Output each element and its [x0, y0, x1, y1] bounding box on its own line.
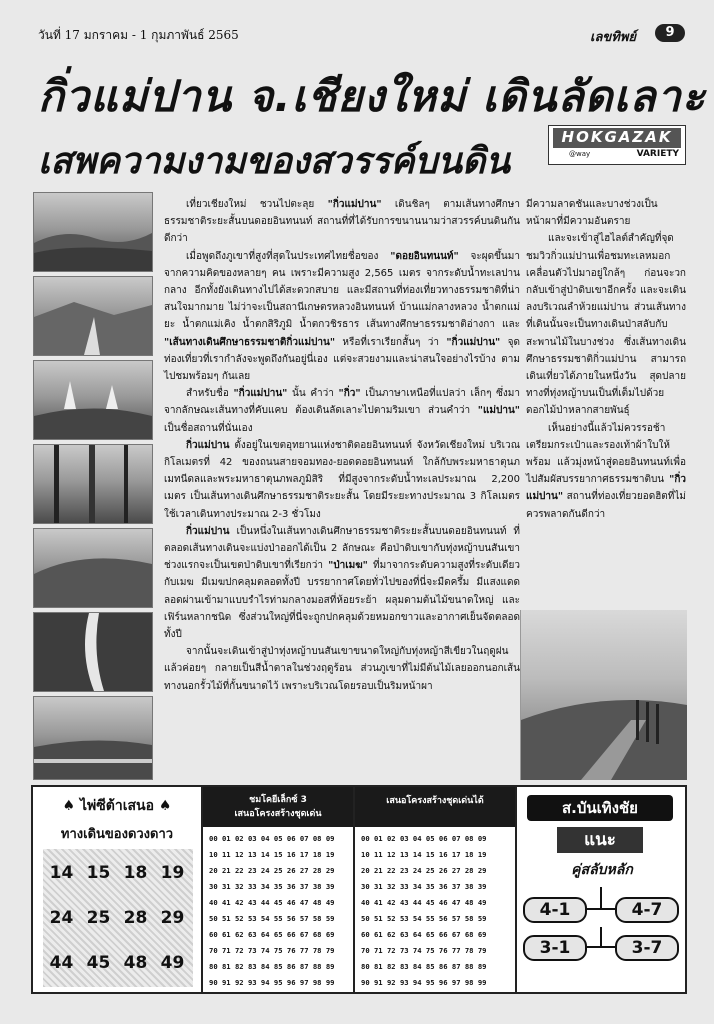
chart-row: 90 91 92 93 94 95 96 97 98 99	[209, 978, 335, 987]
photo-misty-hills	[33, 528, 153, 608]
magazine-name: เลขทิพย์	[590, 30, 637, 45]
pair-box-subtitle: แนะ	[557, 827, 643, 853]
lucky-number: 28	[123, 908, 148, 928]
photo-grassy-ridge	[33, 192, 153, 272]
chart-row: 10 11 12 13 14 15 16 17 18 19	[209, 850, 335, 859]
chart-row: 00 01 02 03 04 05 06 07 08 09	[209, 834, 335, 843]
lucky-box-title: ♠ ไพ่ซีต้าเสนอ ♠	[62, 798, 172, 814]
structure-chart-1	[203, 787, 355, 992]
chart-number-rows	[361, 831, 487, 991]
chart-header: เสนอโครงสร้างชุดเด่นได้	[355, 787, 515, 827]
structure-chart-2	[355, 787, 517, 992]
chart-row: 50 51 52 53 54 55 56 57 58 59	[209, 914, 335, 923]
paragraph: เมื่อพูดถึงภูเขาที่สูงที่สุดในประเทศไทยชื่อของ "ดอยอินทนนท์" จะผุดขึ้นมาจากความคิดของหลายๆ คน เพราะมีความสูง 2,565 เมตร จากระดับน้ำทะเลปานกลาง อีกทั้งยังเดินทางไปได้สะดวกสบาย และมีสถานที่ท่องเที่ยวทางธรรมชาติที่น่าสนใจมากมาย ไม่ว่าจะเป็นสถานีเกษตรหลวงอินทนนท์ บ้านแม่กลางหลวง น้ำตกแม่ยะ น้ำตกแม่เคิง น้ำตกสิริภูมิ น้ำตกวชิรธาร เส้นทางศึกษาธรรมชาติอ่างกา และ "เส้นทางเดินศึกษาธรรมชาติกิ่วแม่ปาน" หรือที่เราเรียกสั้นๆ ว่า "กิ่วแม่ปาน" จุดท่องเที่ยวที่เรากำลังจะพูดถึงกันอยู่นี่เอง แต่จะสวยงามและน่าสนใจอย่างไรบ้าง ตามไปชมพร้อมๆ กันเลย	[164, 250, 520, 383]
chart-row: 20 21 22 23 24 25 26 27 28 29	[361, 866, 487, 875]
logo-section: VARIETY	[636, 149, 679, 159]
chart-row: 40 41 42 43 44 45 46 47 48 49	[361, 898, 487, 907]
pair-badge: 4-7	[615, 897, 679, 923]
lucky-number: 19	[160, 863, 185, 883]
lucky-number: 48	[123, 953, 148, 973]
page-number: 9	[655, 24, 685, 42]
chart-row: 30 31 32 33 34 35 36 37 38 39	[361, 882, 487, 891]
logo-wordmark: HOKGAZAK	[553, 128, 681, 148]
chart-row: 70 71 72 73 74 75 76 77 78 79	[361, 946, 487, 955]
lucky-number: 24	[49, 908, 74, 928]
chart-row: 60 61 62 63 64 65 66 67 68 69	[209, 930, 335, 939]
lucky-number: 49	[160, 953, 185, 973]
paragraph: สำหรับชื่อ "กิ่วแม่ปาน" นั้น คำว่า "กิ่ว" เป็นภาษาเหนือที่แปลว่า เล็กๆ ซึ่งมาจากลักษณะเส้นทางที่คับแคบ ต้องเดินลัดเลาะไปตามริมเขา ส่วนคำว่า "แม่ปาน" เป็นชื่อสถานที่นั่นเอง	[164, 388, 520, 434]
chart-row: 00 01 02 03 04 05 06 07 08 09	[361, 834, 487, 843]
paragraph: กิ่วแม่ปาน เป็นหนึ่งในเส้นทางเดินศึกษาธรรมชาติระยะสั้นบนดอยอินทนนท์ ที่ตลอดเส้นทางเดินจะแบ่งป่าออกได้เป็น 2 ลักษณะ คือป่าดิบเขากับทุ่งหญ้าบนสันเขา ช่วงแรกจะเป็นเขตป่าดิบเขาที่เรียกว่า "ป่าเมฆ" ที่มาจากระดับความสูงที่ระดับเดียวกับเมฆ มีเมฆปกคลุมตลอดทั้งปี บรรยากาศโดยทั่วไปของที่นี่จะมืดครึ้ม มีแสงแดดลอดผ่านเข้ามาแบบรำไรท่ามกลางมอสที่ห้อยระย้า ผลุมดามต้นไม้ขนาดใหญ่ และเฟิร์นหลากชนิด ซึ่งส่วนใหญ่ที่นี่จะถูกปกคลุมด้วยหมอกขาวและอากาศเย็นจัดตลอดทั้งปี	[164, 525, 520, 641]
chart-header: ชมโคยีเล็กซ์ 3 เสนอโครงสร้างชุดเด่น	[203, 787, 353, 827]
pair-connector-lines	[519, 787, 683, 992]
photo-mountain-trail	[33, 276, 153, 356]
photo-waterfall	[33, 612, 153, 692]
lucky-number: 29	[160, 908, 185, 928]
chart-row: 80 81 82 83 84 85 86 87 88 89	[361, 962, 487, 971]
pair-box-title: ส.บันเทิงชัย	[527, 795, 673, 821]
lucky-number: 15	[86, 863, 111, 883]
paragraph: เห็นอย่างนี้แล้วไม่ควรรอช้า เตรียมกระเป๋าและรองเท้าผ้าใบให้พร้อม แล้วมุ่งหน้าสู่ดอยอินทนนท์เพื่อไปสัมผัสบรรยากาศธรรมชาติบน "กิ่วแม่ปาน" สถานที่ท่องเที่ยวยอดฮิตที่ไม่ควรพลาดกันดีกว่า	[526, 422, 686, 520]
headline-line2: เสพความงามของสวรรค์บนดิน	[38, 141, 510, 182]
photo-boardwalk	[33, 696, 153, 780]
lucky-number-grid	[43, 849, 193, 987]
issue-date: วันที่ 17 มกราคม - 1 กุมภาพันธ์ 2565	[38, 28, 239, 42]
logo-tagline: @way	[569, 150, 591, 158]
photo-hikers-walkway	[520, 610, 687, 780]
chart-row: 60 61 62 63 64 65 66 67 68 69	[361, 930, 487, 939]
paragraph: จากนั้นจะเดินเข้าสู่ป่าทุ่งหญ้าบนสันเขาขนาดใหญ่กับทุ่งหญ้าสีเขียวในฤดูฝนแล้วค่อยๆ กลายเป็นสีน้ำตาลในช่วงฤดูร้อน ส่วนภูเขาที่ไม่มีต้นไม้เลยออกนอกเส้นทางนอกรั้วไม้ที่กั้นขนาดไว้ เพราะบริเวณโดยรอบเป็นริมหน้าผา	[164, 646, 520, 692]
pair-badge: 4-1	[523, 897, 587, 923]
paragraph: มีความลาดชันและบางช่วงเป็นหน้าผาที่มีความอันตราย	[526, 199, 658, 228]
chart-row: 80 81 82 83 84 85 86 87 88 89	[209, 962, 335, 971]
paragraph: และจะเข้าสู่ไฮไลต์สำคัญที่จุดชมวิวกิ่วแม่ปานเพื่อชมทะเลหมอกเคลื่อนตัวไปมาอยู่ใกล้ๆ ก่อนจะวกกลับเข้าสู่ป่าดิบเขาอีกครั้ง และจะเดินลงบริเวณลำห้วยแม่ปาน ส่วนเส้นทางที่เดินนั้นจะเป็นทางเดินป่าสลับกับสะพานไม้ในบางช่วง ซึ่งเส้นทางเดินศึกษาธรรมชาติกิ่วแม่ปาน สามารถเดินเที่ยวได้ภายในหนึ่งวัน สุดปลายทางที่ทุ่งหญ้าบนเป็นที่เต็มไปด้วยดอกไม้ป่าหลากสายพันธุ์	[526, 233, 686, 417]
lucky-number: 45	[86, 953, 111, 973]
photo-pagodas	[33, 360, 153, 440]
chart-row: 30 31 32 33 34 35 36 37 38 39	[209, 882, 335, 891]
lottery-panels	[31, 785, 687, 994]
pair-badge: 3-7	[615, 935, 679, 961]
pair-suggestion-box	[519, 787, 683, 992]
chart-row: 90 91 92 93 94 95 96 97 98 99	[361, 978, 487, 987]
chart-row: 20 21 22 23 24 25 26 27 28 29	[209, 866, 335, 875]
chart-row: 50 51 52 53 54 55 56 57 58 59	[361, 914, 487, 923]
chart-number-rows	[209, 831, 335, 991]
column-logo	[548, 125, 686, 165]
headline-line1: กิ่วแม่ปาน จ.เชียงใหม่ เดินลัดเลาะ	[38, 72, 706, 122]
photo-forest	[33, 444, 153, 524]
lucky-numbers-box	[33, 787, 203, 992]
chart-row: 40 41 42 43 44 45 46 47 48 49	[209, 898, 335, 907]
pair-box-caption: คู่สลับหลัก	[571, 862, 633, 878]
lucky-number: 25	[86, 908, 111, 928]
lucky-number: 14	[49, 863, 74, 883]
chart-row: 70 71 72 73 74 75 76 77 78 79	[209, 946, 335, 955]
paragraph: กิ่วแม่ปาน ตั้งอยู่ในเขตอุทยานแห่งชาติดอยอินทนนท์ จังหวัดเชียงใหม่ บริเวณกิโลเมตรที่ 42 ของถนนสายจอมทอง-ยอดดอยอินทนนท์ ใกล้กับพระมหาธาตุนภเมทนีดลและพระมหาธาตุนภพลภูมิสิริ ที่มีสูงจากระดับน้ำทะเลประมาณ 2,200 เมตร เป็นเส้นทางเดินศึกษาธรรมชาติระยะสั้น โดยมีระยะทางประมาณ 3 กิโลเมตร ใช้เวลาเดินทางประมาณ 2-3 ชั่วโมง	[164, 439, 520, 520]
lucky-box-subtitle: ทางเดินของดวงดาว	[60, 827, 174, 842]
article-body-main	[164, 196, 520, 695]
lucky-number: 18	[123, 863, 148, 883]
article-body-side	[526, 196, 686, 523]
chart-row: 10 11 12 13 14 15 16 17 18 19	[361, 850, 487, 859]
lucky-number: 44	[49, 953, 74, 973]
paragraph: เที่ยวเชียงใหม่ ชวนไปตะลุย "กิ่วแม่ปาน" เดินชิลๆ ตามเส้นทางศึกษาธรรมชาติระยะสั้นบนดอยอินทนนท์ สถานที่ที่ได้รับการขนานนามว่าสวรรค์บนดินกันดีกว่า	[164, 199, 521, 245]
pair-badge: 3-1	[523, 935, 587, 961]
